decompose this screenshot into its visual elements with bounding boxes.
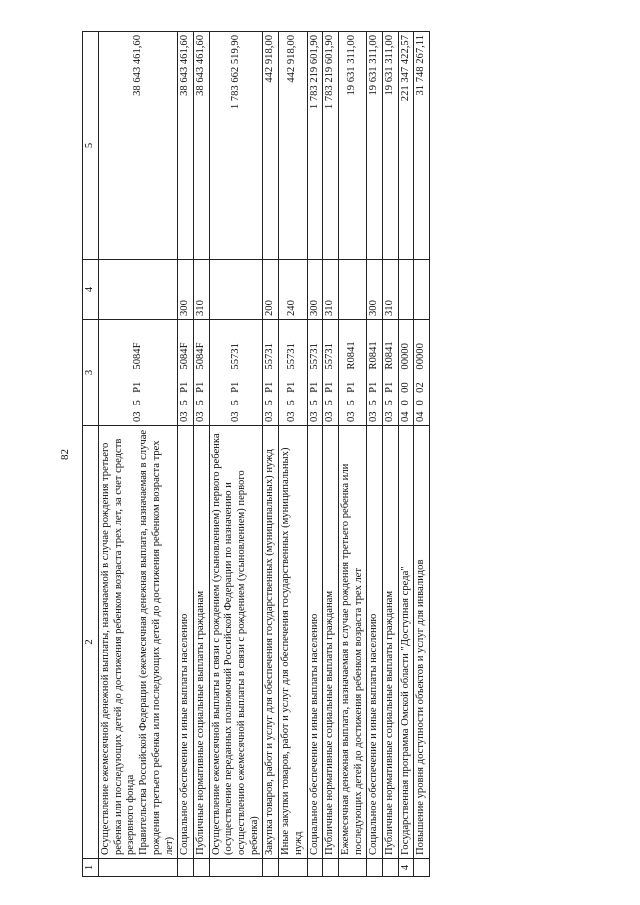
code-part: 04 bbox=[399, 411, 411, 422]
code-part: 0 bbox=[399, 400, 411, 406]
row-name bbox=[383, 426, 399, 859]
expense-type-code bbox=[99, 260, 178, 320]
code-part: P1 bbox=[346, 381, 358, 393]
expense-type-code: 310 bbox=[383, 260, 399, 320]
row-name bbox=[323, 426, 339, 859]
row-name bbox=[263, 426, 279, 859]
row-name-text: Публичные нормативные социальные выплаты гражданам bbox=[384, 590, 396, 855]
code-part: 03 bbox=[194, 411, 206, 422]
amount: 38 643 461,60 bbox=[178, 32, 194, 260]
expense-type-code bbox=[398, 260, 414, 320]
code-part: 55731 bbox=[308, 343, 320, 370]
code-part: P1 bbox=[179, 381, 191, 393]
code-part: P1 bbox=[194, 381, 206, 393]
expense-type-code: 240 bbox=[279, 260, 307, 320]
classification-code bbox=[323, 320, 339, 426]
row-name-text: Государственная программа Омской области "Доступная среда" bbox=[399, 566, 411, 855]
code-part: 5084F bbox=[131, 342, 143, 370]
amount: 1 783 219 601,90 bbox=[323, 32, 339, 260]
table-body bbox=[99, 32, 430, 877]
code-part: 5084F bbox=[179, 342, 191, 370]
amount: 19 631 311,00 bbox=[383, 32, 399, 260]
code-part: P1 bbox=[368, 381, 380, 393]
code-part: 00 bbox=[399, 382, 411, 393]
code-part: 5 bbox=[324, 400, 336, 406]
expense-type-code bbox=[209, 260, 263, 320]
code-part: 5 bbox=[384, 400, 396, 406]
amount: 1 783 219 601,90 bbox=[307, 32, 323, 260]
table-row bbox=[307, 32, 323, 877]
amount: 19 631 311,00 bbox=[367, 32, 383, 260]
amount: 442 918,00 bbox=[279, 32, 307, 260]
code-part: P1 bbox=[286, 381, 298, 393]
classification-code bbox=[383, 320, 399, 426]
code-part: 5 bbox=[194, 400, 206, 406]
row-name-text: Публичные нормативные социальные выплаты гражданам bbox=[194, 590, 206, 855]
code-part: R0841 bbox=[346, 341, 358, 370]
table-row bbox=[338, 32, 366, 877]
code-part: P1 bbox=[131, 381, 143, 393]
amount: 221 347 422,57 bbox=[398, 32, 414, 260]
classification-code bbox=[178, 320, 194, 426]
row-name-text: Осуществление ежемесячной денежной выплаты, назначаемой в случае рождения третьего ребенка или последующих детей до достижения ребенком возраста трех лет, за счет средств резервного фонда bbox=[100, 438, 137, 855]
expense-type-code: 300 bbox=[367, 260, 383, 320]
expense-type-code: 300 bbox=[307, 260, 323, 320]
table-row bbox=[99, 32, 178, 877]
budget-table bbox=[82, 31, 430, 877]
row-name bbox=[398, 426, 414, 859]
code-part: 03 bbox=[131, 411, 143, 422]
code-part: 5 bbox=[229, 400, 241, 406]
table-row bbox=[398, 32, 414, 877]
table-row bbox=[279, 32, 307, 877]
row-name bbox=[279, 426, 307, 859]
code-part: 03 bbox=[346, 411, 358, 422]
row-name-text: Правительства Российской Федерации (ежемесячная денежная выплата, назначаемая в случае рождения третьего ребенка или последующих детей до достижения ребенком возраста трех лет) bbox=[138, 429, 175, 855]
column-header: 3 bbox=[83, 320, 99, 426]
table-row bbox=[178, 32, 194, 877]
column-header: 5 bbox=[83, 32, 99, 260]
code-part: 00000 bbox=[399, 343, 411, 370]
classification-code bbox=[99, 320, 178, 426]
header-row bbox=[83, 32, 99, 877]
classification-code bbox=[307, 320, 323, 426]
code-part: P1 bbox=[308, 381, 320, 393]
amount: 38 643 461,60 bbox=[99, 32, 178, 260]
row-name-text: Социальное обеспечение и иные выплаты населению bbox=[368, 613, 380, 855]
code-part: 5 bbox=[286, 400, 298, 406]
page-number: 82 bbox=[59, 449, 71, 460]
column-header: 4 bbox=[83, 260, 99, 320]
row-number bbox=[178, 859, 194, 877]
row-name bbox=[367, 426, 383, 859]
row-number: 4 bbox=[398, 859, 414, 877]
code-part: 03 bbox=[229, 411, 241, 422]
amount: 442 918,00 bbox=[263, 32, 279, 260]
code-part: 5 bbox=[264, 400, 276, 406]
code-part: 5 bbox=[308, 400, 320, 406]
code-part: 00000 bbox=[415, 343, 427, 370]
code-part: 5 bbox=[131, 400, 143, 406]
row-name bbox=[307, 426, 323, 859]
row-name bbox=[193, 426, 209, 859]
classification-code bbox=[414, 320, 430, 426]
code-part: 55731 bbox=[324, 343, 336, 370]
amount: 1 783 662 519,90 bbox=[209, 32, 263, 260]
classification-code bbox=[367, 320, 383, 426]
row-number bbox=[209, 859, 263, 877]
code-part: 02 bbox=[415, 382, 427, 393]
code-part: 0 bbox=[415, 400, 427, 406]
code-part: P1 bbox=[324, 381, 336, 393]
column-header: 2 bbox=[83, 426, 99, 859]
row-name-text: Осуществление ежемесячной выплаты в связи с рождением (усыновлением) первого ребенка (осуществление переданных полномочий Российской Федерации по назначению и осуществлению ежемесячной выплаты в связи с рождением (усыновлением) первого ребенка) bbox=[210, 433, 260, 855]
code-part: 5084F bbox=[194, 342, 206, 370]
table-row bbox=[209, 32, 263, 877]
code-part: 03 bbox=[384, 411, 396, 422]
row-name bbox=[209, 426, 263, 859]
row-number bbox=[338, 859, 366, 877]
row-name bbox=[178, 426, 194, 859]
table-row bbox=[263, 32, 279, 877]
table-row bbox=[193, 32, 209, 877]
table-row bbox=[383, 32, 399, 877]
amount: 31 748 267,11 bbox=[414, 32, 430, 260]
table-row bbox=[323, 32, 339, 877]
expense-type-code bbox=[338, 260, 366, 320]
expense-type-code: 310 bbox=[323, 260, 339, 320]
expense-type-code bbox=[414, 260, 430, 320]
code-part: 5 bbox=[179, 400, 191, 406]
classification-code bbox=[338, 320, 366, 426]
code-part: P1 bbox=[229, 381, 241, 393]
row-name-text: Социальное обеспечение и иные выплаты населению bbox=[179, 613, 191, 855]
code-part: 5 bbox=[346, 400, 358, 406]
classification-code bbox=[263, 320, 279, 426]
row-number bbox=[263, 859, 279, 877]
row-number bbox=[367, 859, 383, 877]
amount: 38 643 461,60 bbox=[193, 32, 209, 260]
code-part: 04 bbox=[415, 411, 427, 422]
row-name-text: Ежемесячная денежная выплата, назначаемая в случае рождения третьего ребенка или последующих детей до достижения ребенком возраста трех лет bbox=[339, 463, 364, 855]
row-name bbox=[338, 426, 366, 859]
classification-code bbox=[398, 320, 414, 426]
table-row bbox=[367, 32, 383, 877]
row-name-text: Публичные нормативные социальные выплаты гражданам bbox=[324, 590, 336, 855]
classification-code bbox=[209, 320, 263, 426]
row-name-text: Закупка товаров, работ и услуг для обеспечения государственных (муниципальных) нужд bbox=[264, 449, 276, 855]
row-name bbox=[99, 426, 178, 859]
code-part: 03 bbox=[308, 411, 320, 422]
row-number bbox=[383, 859, 399, 877]
amount: 19 631 311,00 bbox=[338, 32, 366, 260]
code-part: 5 bbox=[368, 400, 380, 406]
code-part: R0841 bbox=[384, 341, 396, 370]
row-number bbox=[323, 859, 339, 877]
row-name-text: Повышение уровня доступности объектов и услуг для инвалидов bbox=[415, 559, 427, 855]
expense-type-code: 300 bbox=[178, 260, 194, 320]
row-name-text: Социальное обеспечение и иные выплаты населению bbox=[308, 613, 320, 855]
code-part: 03 bbox=[179, 411, 191, 422]
code-part: P1 bbox=[264, 381, 276, 393]
row-number bbox=[307, 859, 323, 877]
code-part: P1 bbox=[384, 381, 396, 393]
row-name bbox=[414, 426, 430, 859]
code-part: 55731 bbox=[264, 343, 276, 370]
classification-code bbox=[279, 320, 307, 426]
row-number bbox=[279, 859, 307, 877]
code-part: 55731 bbox=[229, 343, 241, 370]
table-row bbox=[414, 32, 430, 877]
code-part: 55731 bbox=[286, 343, 298, 370]
classification-code bbox=[193, 320, 209, 426]
row-number bbox=[193, 859, 209, 877]
row-number bbox=[99, 859, 178, 877]
expense-type-code: 200 bbox=[263, 260, 279, 320]
column-header: 1 bbox=[83, 859, 99, 877]
row-name-text: Иные закупки товаров, работ и услуг для обеспечения государственных (муниципальных) нужд bbox=[280, 447, 304, 855]
code-part: 03 bbox=[324, 411, 336, 422]
code-part: 03 bbox=[264, 411, 276, 422]
rotated-table-sheet bbox=[48, 32, 592, 877]
code-part: 03 bbox=[286, 411, 298, 422]
code-part: R0841 bbox=[368, 341, 380, 370]
expense-type-code: 310 bbox=[193, 260, 209, 320]
row-number bbox=[414, 859, 430, 877]
code-part: 03 bbox=[368, 411, 380, 422]
